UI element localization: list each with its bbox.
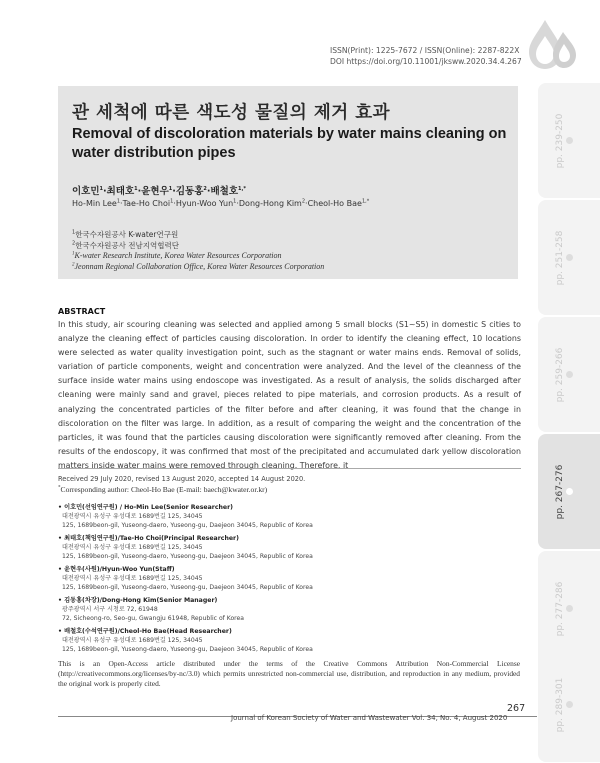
author-info-4 <box>58 596 498 623</box>
license-text: This is an Open-Access article distributed under the terms of the Creative Commons Attribution Non-Commercial License (http://creativecommons.org/licenses/by-nc/3.0) which permits unrestricted non-commercial use, distribution, and reproduction in any medium, provided the original work is properly cited. <box>58 659 520 688</box>
tab-dot-icon <box>566 137 573 144</box>
tab-dot-icon <box>566 254 573 261</box>
author-ko-name: 최태호 <box>106 186 135 197</box>
side-tab-label: pp. 251-258 <box>555 230 565 285</box>
affiliation-en-2 <box>72 262 324 271</box>
author-info-3 <box>58 565 498 592</box>
author-separator: · <box>206 186 211 197</box>
abstract-heading: ABSTRACT <box>58 307 106 316</box>
author-info-head: • 윤현우(사원)/Hyun-Woo Yun(Staff) <box>58 566 175 573</box>
author-en-sup: 1 <box>233 198 237 205</box>
side-tab-1[interactable] <box>538 83 600 198</box>
author-ko-name: 배철호 <box>210 186 239 197</box>
author-info-head: • 최태호(책임연구원)/Tae-Ho Choi(Principal Researcher) <box>58 535 239 542</box>
author-en-name: Dong-Hong Kim <box>238 199 302 208</box>
side-tab-label: pp. 289-301 <box>555 677 565 732</box>
tab-dot-icon <box>566 701 573 708</box>
author-en-name: Ho-Min Lee <box>72 199 117 208</box>
divider <box>58 468 521 469</box>
affiliation-en-1-sup: 1 <box>72 251 75 257</box>
author-info-address-en: 72, Sicheong-ro, Seo-gu, Gwangju 61948, Republic of Korea <box>62 615 245 622</box>
affiliation-en-2-sup: 2 <box>72 262 75 268</box>
affiliation-ko-2-sup: 2 <box>72 240 76 247</box>
journal-citation: Journal of Korean Society of Water and Wastewater Vol. 34, No. 4, August 2020 <box>231 714 508 722</box>
author-ko-name: 김동홍 <box>175 186 204 197</box>
issn-doi-block <box>330 45 522 67</box>
affiliation-en-1 <box>72 251 282 260</box>
author-info-1 <box>58 503 498 530</box>
author-info-5 <box>58 627 498 654</box>
title-english-line2: water distribution pipes <box>72 145 236 161</box>
side-tab-label: pp. 277-286 <box>555 581 565 636</box>
issn-text: ISSN(Print): 1225-7672 / ISSN(Online): 2287-822X <box>330 46 520 55</box>
side-tab-label: pp. 267-276 <box>555 464 565 519</box>
author-en-name: Tae-Ho Choi <box>122 199 171 208</box>
affiliation-ko-1 <box>72 229 178 240</box>
tab-dot-icon <box>566 605 573 612</box>
received-dates: Received 29 July 2020, revised 13 August 2020, accepted 14 August 2020. <box>58 475 306 483</box>
author-info-address-ko: 대전광역시 유성구 유성대로 1689번길 125, 34045 <box>62 575 203 582</box>
corresponding-author <box>58 485 267 494</box>
author-separator: · <box>103 186 107 197</box>
doi-text: DOI https://doi.org/10.11001/jksww.2020.34.4.267 <box>330 57 522 66</box>
tab-dot-icon <box>566 371 573 378</box>
author-separator: · <box>137 186 142 197</box>
author-info-head: • 이호민(선임연구원) / Ho-Min Lee(Senior Researcher) <box>58 504 233 511</box>
journal-logo-icon <box>523 14 583 74</box>
author-en-sup: 1 <box>170 198 174 205</box>
author-info-address-ko: 대전광역시 유성구 유성대로 1689번길 125, 34045 <box>62 513 203 520</box>
title-english <box>72 125 512 163</box>
author-info-address-en: 125, 1689beon-gil, Yuseong-daero, Yuseong-gu, Daejeon 34045, Republic of Korea <box>62 553 313 560</box>
side-tab-3[interactable] <box>538 317 600 432</box>
tab-dot-icon <box>566 488 573 495</box>
author-info-address-en: 125, 1689beon-gil, Yuseong-daero, Yuseong-gu, Daejeon 34045, Republic of Korea <box>62 522 313 529</box>
author-separator: · <box>236 199 239 208</box>
page-number: 267 <box>507 703 526 714</box>
author-info-address-en: 125, 1689beon-gil, Yuseong-daero, Yuseong-gu, Daejeon 34045, Republic of Korea <box>62 584 313 591</box>
author-info-head: • 배철호(수석연구원)/Cheol-Ho Bae(Head Researcher) <box>58 628 232 635</box>
author-info-head: • 김동홍(차장)/Dong-Hong Kim(Senior Manager) <box>58 597 218 604</box>
author-info-address-ko: 광주광역시 서구 시청로 72, 61948 <box>62 606 158 613</box>
author-separator: · <box>120 199 123 208</box>
author-ko-sup: 2 <box>203 185 207 192</box>
title-english-line1: Removal of discoloration materials by water mains cleaning on <box>72 126 507 142</box>
side-tab-label: pp. 239-250 <box>555 113 565 168</box>
author-en-name: Cheol-Ho Bae <box>307 199 362 208</box>
author-en-sup: 2 <box>301 198 306 205</box>
author-ko-sup: 1 <box>168 185 173 192</box>
author-info-address-en: 125, 1689beon-gil, Yuseong-daero, Yuseong-gu, Daejeon 34045, Republic of Korea <box>62 646 313 653</box>
title-korean: 관 세척에 따른 색도성 물질의 제거 효과 <box>72 103 391 123</box>
side-tab-label: pp. 259-266 <box>555 347 565 402</box>
author-en-name: Hyun-Woo Yun <box>175 199 234 208</box>
author-ko-sup: 1 <box>99 185 104 192</box>
affiliation-en-2-text: Jeonnam Regional Collaboration Office, Korea Water Resources Corporation <box>74 262 325 271</box>
corresponding-mark: * <box>58 485 61 491</box>
side-tab-6[interactable] <box>538 647 600 762</box>
author-ko-name: 윤현우 <box>141 186 169 197</box>
author-info-2 <box>58 534 498 561</box>
side-tab-2[interactable] <box>538 200 600 315</box>
affiliation-ko-2 <box>72 240 179 251</box>
authors-english <box>72 199 369 208</box>
authors-korean <box>72 183 246 197</box>
author-info-address-ko: 대전광역시 유성구 유성대로 1689번길 125, 34045 <box>62 544 203 551</box>
affiliation-en-1-text: K-water Research Institute, Korea Water Resources Corporation <box>74 251 282 260</box>
abstract-text: In this study, air scouring cleaning was selected and applied among 5 small blocks (S1~S5) in domestic S cities to analyze the cleaning effect of particles causing discoloration. In order to identify the cleaning effect, 10 locations were selected as water quality investigation point, such as the stagnant or water mains ends. Removal of solids, variation of particle components, weight and concentration were analyzed. And the level of the cleanness of the surface inside water mains using endoscope was investigated. As a result of analysis, the solids discharged after cleaning were mainly sand and gravel, pieces related to pipe materials, and corrosion products. As a result of analyzing the concentrated particles of the filter before and after cleaning, it was found that the change in discoloration on the filter was large. In addition, as a result of comparing the weight and the concentration of the particles, it was found that the particles causing discoloration were significantly removed after cleaning. From the results of the endoscopy, it was confirmed that most of the precipitated and accumulated dark yellow discoloration matters inside water mains were removed through cleaning. Therefore, it <box>58 320 521 470</box>
author-separator: · <box>172 186 176 197</box>
affiliation-ko-1-sup: 1 <box>72 229 76 236</box>
corresponding-text: Corresponding author: Cheol-Ho Bae (E-mail: baech@kwater.or.kr) <box>60 485 268 494</box>
author-en-sup: 1 <box>116 198 121 205</box>
author-separator: · <box>173 199 176 208</box>
author-ko-sup: 1 <box>134 185 138 192</box>
author-info-address-ko: 대전광역시 유성구 유성대로 1689번길 125, 34045 <box>62 637 203 644</box>
author-ko-sup: 1,* <box>238 185 247 192</box>
affiliation-ko-1-text: 한국수자원공사 K-water연구원 <box>75 230 179 239</box>
author-ko-name: 이호민 <box>72 186 100 197</box>
author-separator: · <box>305 199 308 208</box>
author-en-sup: 1,* <box>361 198 370 205</box>
affiliation-ko-2-text: 한국수자원공사 전남지역협력단 <box>75 241 180 250</box>
side-tab-4[interactable] <box>538 434 600 549</box>
